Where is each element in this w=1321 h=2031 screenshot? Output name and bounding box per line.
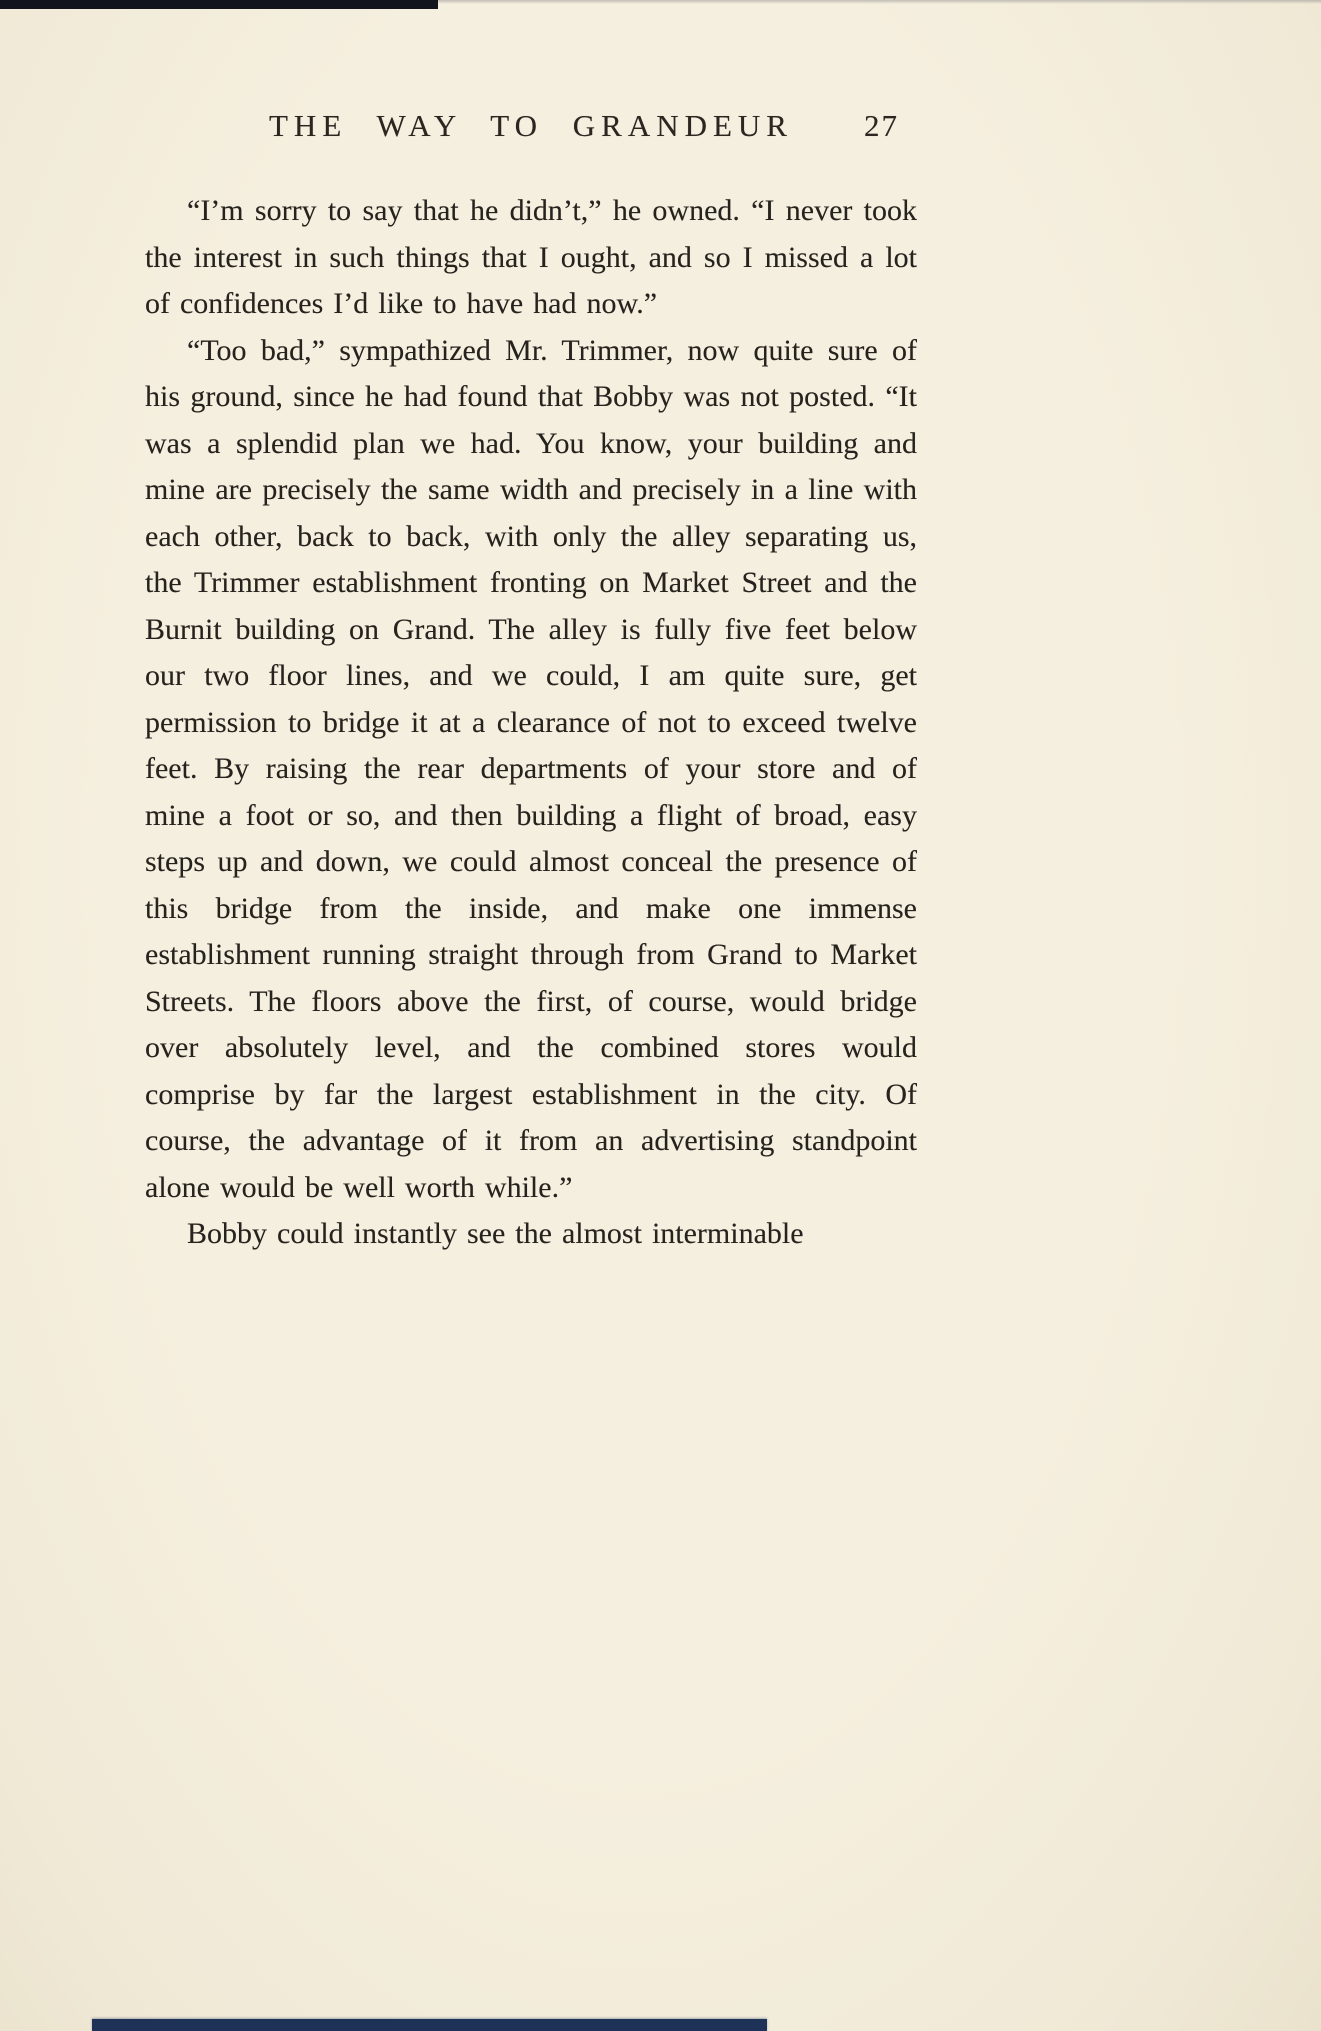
page-content — [145, 108, 917, 1258]
body-text — [145, 188, 917, 1258]
paragraph: “Too bad,” sympathized Mr. Trimmer, now quite sure of his ground, since he had found that Bobby was not posted. “It was a splendid plan we had. You know, your building and mine are precisely the same width and precisely in a line with each other, back to back, with only the alley separating us, the Trimmer establishment fronting on Market Street and the Burnit building on Grand. The alley is fully five feet below our two floor lines, and we could, I am quite sure, get permission to bridge it at a clearance of not to exceed twelve feet. By raising the rear departments of your store and of mine a foot or so, and then building a flight of broad, easy steps up and down, we could almost conceal the presence of this bridge from the inside, and make one immense establishment running straight through from Grand to Market Streets. The floors above the first, of course, would bridge over absolutely level, and the combined stores would comprise by far the largest establishment in the city. Of course, the advantage of it from an advertising standpoint alone would be well worth while.” — [145, 333, 917, 1204]
running-header — [145, 108, 917, 156]
paragraph: “I’m sorry to say that he didn’t,” he owned. “I never took the interest in such things that I ought, and so I missed a lot of confidences I’d like to have had now.” — [145, 194, 917, 320]
scan-edge-artifact-top — [0, 0, 438, 9]
page-title: THE WAY TO GRANDEUR — [269, 108, 793, 143]
scan-edge-shadow-top — [438, 0, 1321, 4]
page-number: 27 — [864, 108, 899, 143]
paragraph: Bobby could instantly see the almost interminable — [187, 1217, 804, 1250]
scan-edge-artifact-bottom — [92, 2019, 767, 2031]
